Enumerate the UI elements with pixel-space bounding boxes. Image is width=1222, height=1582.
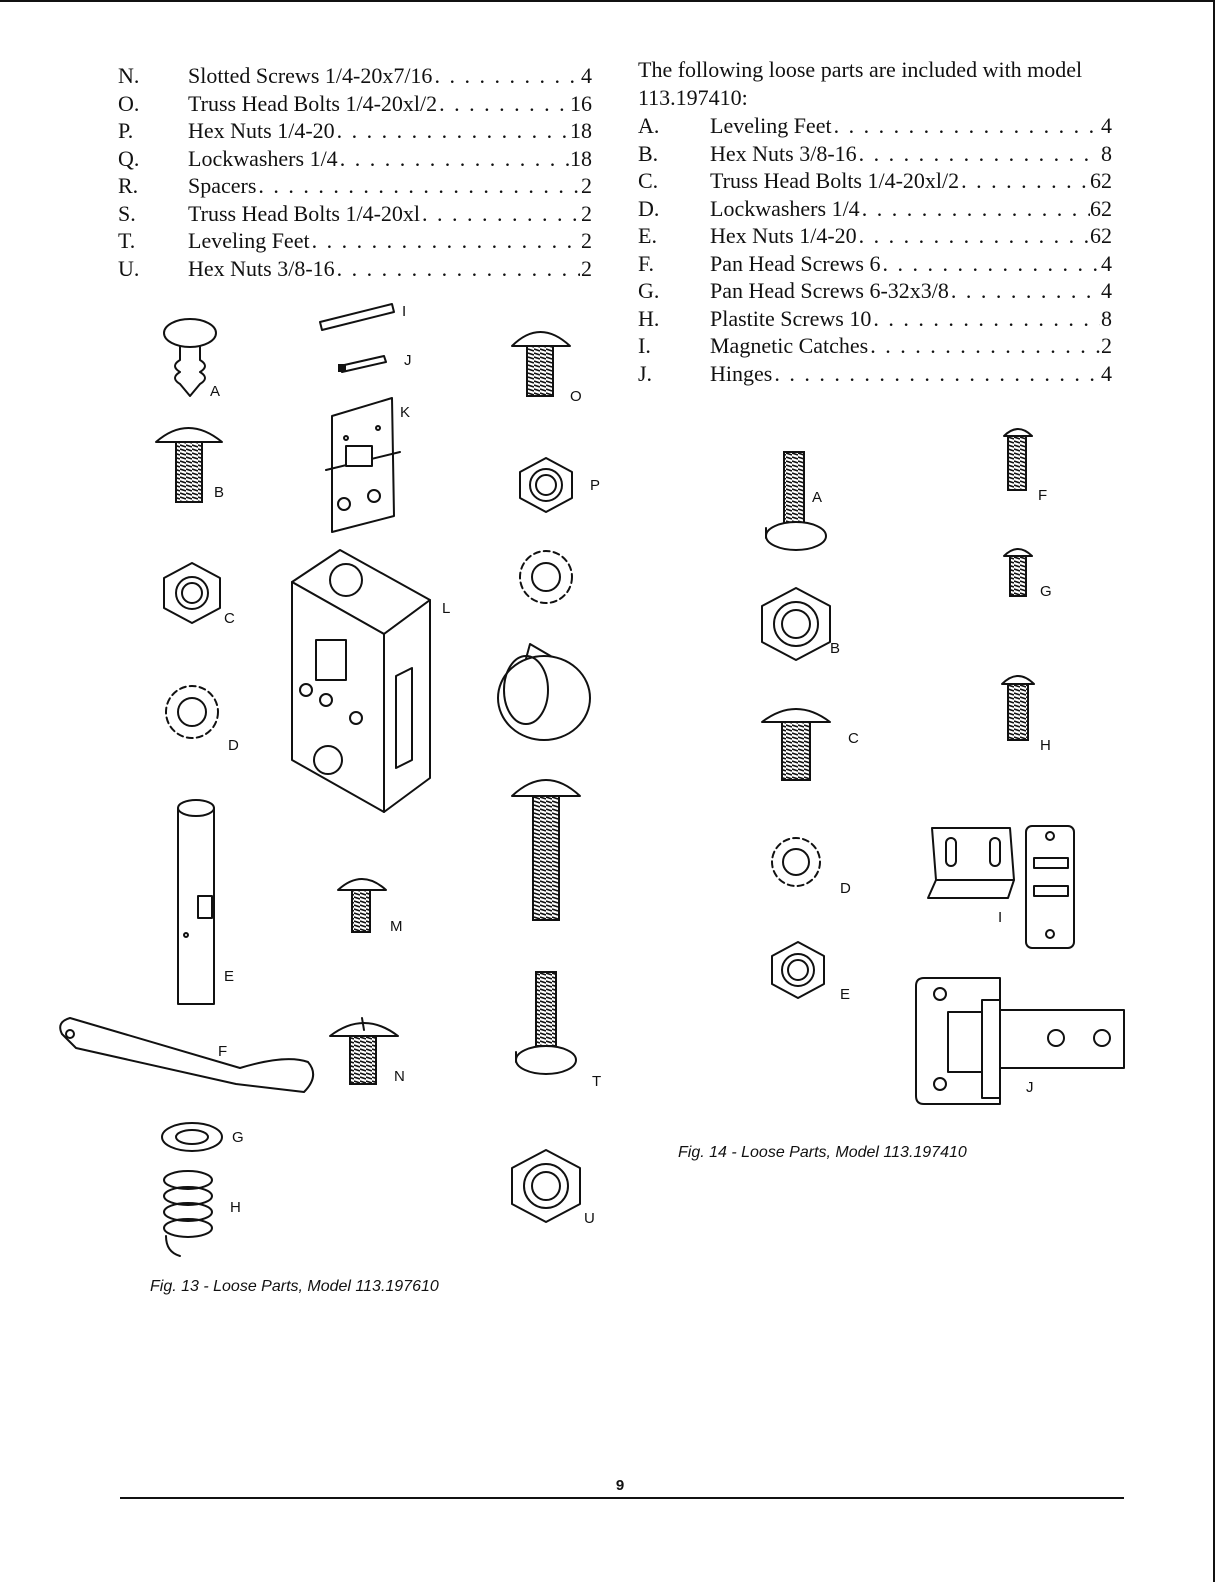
list-item: I. Magnetic Catches . . . 2: [638, 332, 1112, 360]
fig14-label-e: E: [840, 986, 851, 1003]
list-item: G. Pan Head Screws 6-32x3/8 . . . 4: [638, 277, 1112, 305]
fig14-label-b: B: [830, 640, 841, 657]
fig13-label-k: K: [400, 404, 411, 421]
fig14-part-i-illustration: [928, 826, 1074, 948]
fig13-part-b-illustration: [156, 428, 225, 502]
figure-14-caption: Fig. 14 - Loose Parts, Model 113.197410: [678, 1144, 967, 1161]
fig14-part-f-illustration: [1004, 429, 1032, 490]
fig13-part-g-illustration: [162, 1123, 222, 1151]
fig13-label-u: U: [584, 1210, 595, 1227]
fig13-part-u-illustration: [512, 1150, 580, 1222]
fig13-part-h-illustration: [164, 1171, 212, 1256]
fig14-part-e-illustration: [772, 942, 824, 998]
list-item: O. Truss Head Bolts 1/4-20xl/2 . . . 16: [118, 90, 592, 118]
fig14-part-d-illustration: [772, 838, 820, 886]
fig13-part-n-illustration: [330, 1018, 398, 1084]
fig14-part-j-illustration: [916, 978, 1124, 1104]
fig13-part-k-illustration: [326, 398, 400, 532]
fig13-label-p: P: [590, 477, 601, 494]
fig14-part-b-illustration: [762, 588, 830, 660]
fig13-part-e-illustration: [178, 800, 214, 1004]
fig14-label-c: C: [848, 730, 859, 747]
list-item: N. Slotted Screws 1/4-20x7/16 . . . 4: [118, 62, 592, 90]
fig13-part-m-illustration: [338, 879, 386, 932]
fig14-label-a: A: [812, 489, 823, 506]
footer-rule: [120, 1497, 1124, 1499]
fig13-label-t: T: [592, 1073, 602, 1090]
fig13-part-s-illustration: [512, 780, 580, 920]
fig13-part-j-illustration: [338, 356, 386, 372]
fig13-label-g: G: [232, 1129, 244, 1146]
list-item: H. Plastite Screws 10 . . . 8: [638, 305, 1112, 333]
fig13-label-d: D: [228, 737, 239, 754]
list-item: D. Lockwashers 1/4 . . . 62: [638, 195, 1112, 223]
fig13-part-a-illustration: [164, 319, 216, 396]
fig14-label-g: G: [1040, 583, 1052, 600]
fig13-label-o: O: [570, 388, 582, 405]
fig13-label-m: M: [390, 918, 403, 935]
fig13-label-h: H: [230, 1199, 241, 1216]
fig14-label-f: F: [1038, 487, 1048, 504]
list-item: C. Truss Head Bolts 1/4-20xl/2 . . . 62: [638, 167, 1112, 195]
fig13-part-o-illustration: [512, 332, 570, 396]
list-item: Q. Lockwashers 1/4 . . . 18: [118, 145, 592, 173]
fig14-label-j: J: [1026, 1079, 1034, 1096]
fig13-label-c: C: [224, 610, 235, 627]
fig13-part-f-illustration: [60, 1018, 313, 1092]
fig13-label-i: I: [402, 303, 407, 320]
fig13-label-e: E: [224, 968, 235, 985]
fig13-part-c-illustration: [164, 563, 220, 623]
list-item: T. Leveling Feet . . . 2: [118, 227, 592, 255]
intro-text: The following loose parts are included with model 113.197410:: [638, 57, 1083, 110]
fig13-part-d-illustration: [166, 686, 218, 738]
list-item: U. Hex Nuts 3/8-16 . . . 2: [118, 255, 592, 283]
fig14-label-i: I: [998, 909, 1003, 926]
list-item: F. Pan Head Screws 6 . . . 4: [638, 250, 1112, 278]
list-item: A. Leveling Feet . . . 4: [638, 112, 1112, 140]
fig14-part-g-illustration: [1004, 549, 1032, 596]
page-number: 9: [615, 1477, 625, 1494]
list-item: B. Hex Nuts 3/8-16 . . . 8: [638, 140, 1112, 168]
fig13-label-j: J: [404, 352, 412, 369]
list-item: J. Hinges . . . 4: [638, 360, 1112, 388]
fig13-label-a: A: [210, 383, 221, 400]
figure-13-caption: Fig. 13 - Loose Parts, Model 113.197610: [150, 1278, 439, 1295]
list-item: P. Hex Nuts 1/4-20 . . . 18: [118, 117, 592, 145]
fig14-part-c-illustration: [762, 709, 830, 780]
fig14-label-h: H: [1040, 737, 1051, 754]
fig13-label-l: L: [442, 600, 451, 617]
fig14-label-d: D: [840, 880, 851, 897]
fig14-part-h-illustration: [1002, 676, 1034, 740]
fig13-part-q-illustration: [520, 551, 572, 603]
fig13-label-b: B: [214, 484, 225, 501]
fig13-part-r-illustration: [498, 644, 590, 740]
fig13-part-l-illustration: [292, 550, 430, 812]
list-item: R. Spacers . . . 2: [118, 172, 592, 200]
fig13-part-p-illustration: [520, 458, 572, 512]
fig13-label-f: F: [218, 1043, 228, 1060]
list-item: E. Hex Nuts 1/4-20 . . . 62: [638, 222, 1112, 250]
fig13-label-n: N: [394, 1068, 405, 1085]
list-item: S. Truss Head Bolts 1/4-20xl . . . 2: [118, 200, 592, 228]
fig13-part-i-illustration: [320, 304, 394, 330]
fig13-part-t-illustration: [516, 972, 576, 1074]
